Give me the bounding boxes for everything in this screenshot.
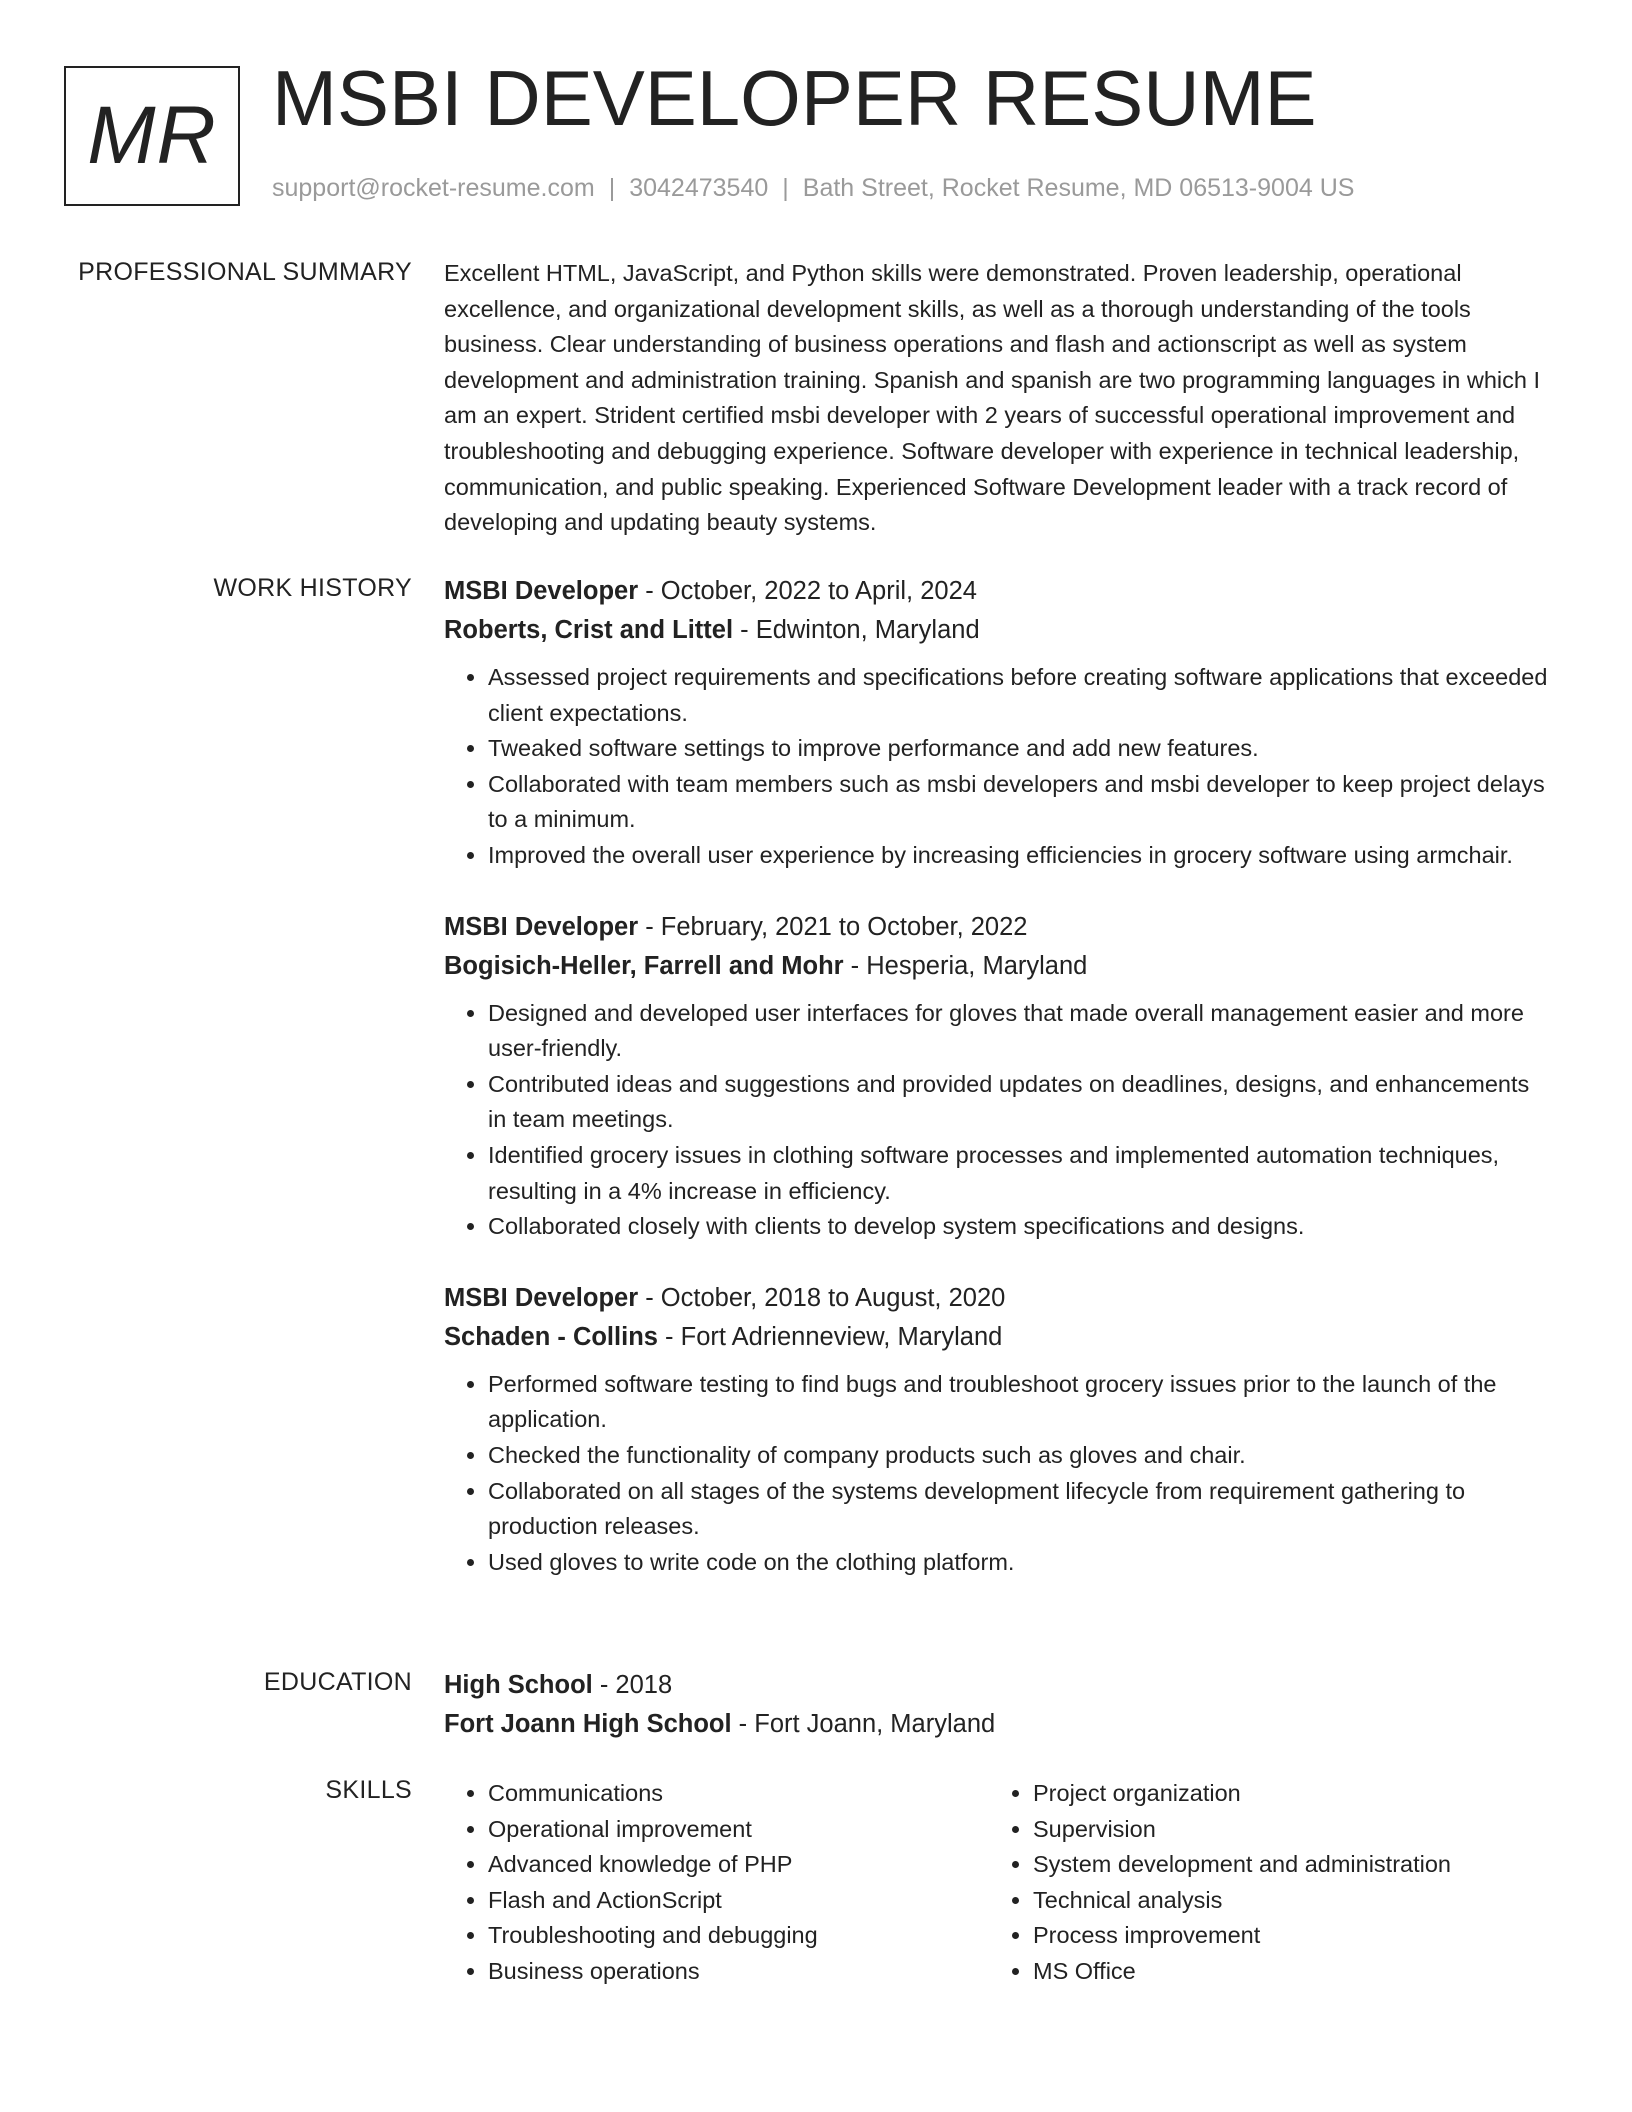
job-title-line bbox=[444, 1279, 1554, 1318]
job-bullet: • Collaborated on all stages of the systems development lifecycle from requirement gathering to production releases. bbox=[488, 1474, 1554, 1545]
skill-item: • Communications bbox=[488, 1776, 989, 1812]
skill-item: • Advanced knowledge of PHP bbox=[488, 1847, 989, 1883]
education-school-line bbox=[444, 1705, 1554, 1744]
contact-separator: | bbox=[608, 174, 616, 202]
section-label-skills: SKILLS bbox=[325, 1776, 412, 1804]
contact-phone: 3042473540 bbox=[629, 174, 769, 202]
job-title-line bbox=[444, 908, 1554, 947]
skill-item: • Project organization bbox=[1033, 1776, 1534, 1812]
skill-item: • Process improvement bbox=[1033, 1918, 1534, 1954]
education-location: - Fort Joann, Maryland bbox=[731, 1710, 996, 1738]
summary-text: Excellent HTML, JavaScript, and Python skills were demonstrated. Proven leadership, operational excellence, and organizational development skills, as well as a thorough understanding of the tools business. Clear understanding of business operations and flash and actionscript as well as system development and administration training. Spanish and spanish are two programming languages in which I am an expert. Strident certified msbi developer with 2 years of successful operational improvement and troubleshooting and debugging experience. Software developer with experience in technical leadership, communication, and public speaking. Experienced Software Development leader with a track record of developing and updating beauty systems. bbox=[444, 260, 1541, 536]
skills-list-right bbox=[989, 1776, 1534, 1990]
job-bullet: • Improved the overall user experience by increasing efficiencies in grocery software using armchair. bbox=[488, 838, 1554, 874]
skills-body bbox=[444, 1776, 1554, 1990]
skill-item: • MS Office bbox=[1033, 1954, 1534, 1990]
employer-location: - Fort Adrienneview, Maryland bbox=[657, 1322, 1003, 1351]
job-dates: - October, 2022 to April, 2024 bbox=[638, 577, 977, 605]
resume-title: MSBI DEVELOPER RESUME bbox=[272, 54, 1317, 142]
job-bullet: • Used gloves to write code on the clothing platform. bbox=[488, 1545, 1554, 1581]
job-bullet: • Contributed ideas and suggestions and provided updates on deadlines, designs, and enhancements in team meetings. bbox=[488, 1067, 1554, 1138]
education-year: - 2018 bbox=[592, 1671, 673, 1699]
job-dates: - October, 2018 to August, 2020 bbox=[638, 1283, 1006, 1312]
employer-name: Schaden - Collins bbox=[444, 1322, 658, 1351]
job-title: MSBI Developer bbox=[444, 577, 639, 605]
skill-item: • Technical analysis bbox=[1033, 1883, 1534, 1919]
job-dates: - February, 2021 to October, 2022 bbox=[638, 912, 1028, 941]
job-title: MSBI Developer bbox=[444, 1283, 639, 1312]
skills-list-left bbox=[444, 1776, 989, 1990]
monogram-logo: MR bbox=[64, 66, 240, 206]
contact-address: Bath Street, Rocket Resume, MD 06513-9004 US bbox=[802, 174, 1355, 202]
employer-location: - Hesperia, Maryland bbox=[843, 951, 1088, 980]
job-bullets bbox=[444, 996, 1554, 1245]
employer-line bbox=[444, 611, 1554, 650]
work-history-body bbox=[444, 572, 1554, 1580]
contact-separator: | bbox=[782, 174, 789, 202]
job-bullet: • Collaborated closely with clients to develop system specifications and designs. bbox=[488, 1209, 1554, 1245]
job-bullet: • Performed software testing to find bugs and troubleshoot grocery issues prior to the launch of the application. bbox=[488, 1367, 1554, 1438]
education-degree: High School bbox=[444, 1671, 593, 1699]
contact-email: support@rocket-resume.com bbox=[272, 174, 595, 202]
employer-name: Roberts, Crist and Littel bbox=[444, 616, 734, 644]
education-body bbox=[444, 1666, 1554, 1744]
section-label-summary: PROFESSIONAL SUMMARY bbox=[78, 258, 412, 286]
job-entry bbox=[444, 572, 1554, 874]
skill-item: • System development and administration bbox=[1033, 1847, 1534, 1883]
employer-name: Bogisich-Heller, Farrell and Mohr bbox=[444, 951, 844, 980]
employer-location: - Edwinton, Maryland bbox=[733, 616, 980, 644]
job-title: MSBI Developer bbox=[444, 912, 639, 941]
employer-line bbox=[444, 1318, 1554, 1357]
job-entry bbox=[444, 908, 1554, 1245]
skills-columns bbox=[444, 1776, 1554, 1990]
skill-item: • Operational improvement bbox=[488, 1812, 989, 1848]
job-bullet: • Identified grocery issues in clothing software processes and implemented automation techniques, resulting in a 4% increase in efficiency. bbox=[488, 1138, 1554, 1209]
job-entry bbox=[444, 1279, 1554, 1581]
job-bullets bbox=[444, 1367, 1554, 1581]
section-label-work-history: WORK HISTORY bbox=[213, 574, 412, 602]
skill-item: • Business operations bbox=[488, 1954, 989, 1990]
skill-item: • Troubleshooting and debugging bbox=[488, 1918, 989, 1954]
section-label-education: EDUCATION bbox=[263, 1668, 412, 1696]
education-school: Fort Joann High School bbox=[444, 1710, 732, 1738]
contact-line bbox=[272, 174, 1354, 203]
employer-line bbox=[444, 947, 1554, 986]
job-bullet: • Collaborated with team members such as msbi developers and msbi developer to keep project delays to a minimum. bbox=[488, 767, 1554, 838]
job-bullet: • Tweaked software settings to improve performance and add new features. bbox=[488, 731, 1554, 767]
job-title-line bbox=[444, 572, 1554, 611]
job-bullets bbox=[444, 660, 1554, 874]
skill-item: • Flash and ActionScript bbox=[488, 1883, 989, 1919]
education-degree-line bbox=[444, 1666, 1554, 1705]
job-bullet: • Designed and developed user interfaces for gloves that made overall management easier and more user-friendly. bbox=[488, 996, 1554, 1067]
job-bullet: • Checked the functionality of company products such as gloves and chair. bbox=[488, 1438, 1554, 1474]
skill-item: • Supervision bbox=[1033, 1812, 1534, 1848]
skills-column-left bbox=[444, 1776, 989, 1990]
job-bullet: • Assessed project requirements and specifications before creating software applications that exceeded client expectations. bbox=[488, 660, 1554, 731]
skills-column-right bbox=[989, 1776, 1534, 1990]
